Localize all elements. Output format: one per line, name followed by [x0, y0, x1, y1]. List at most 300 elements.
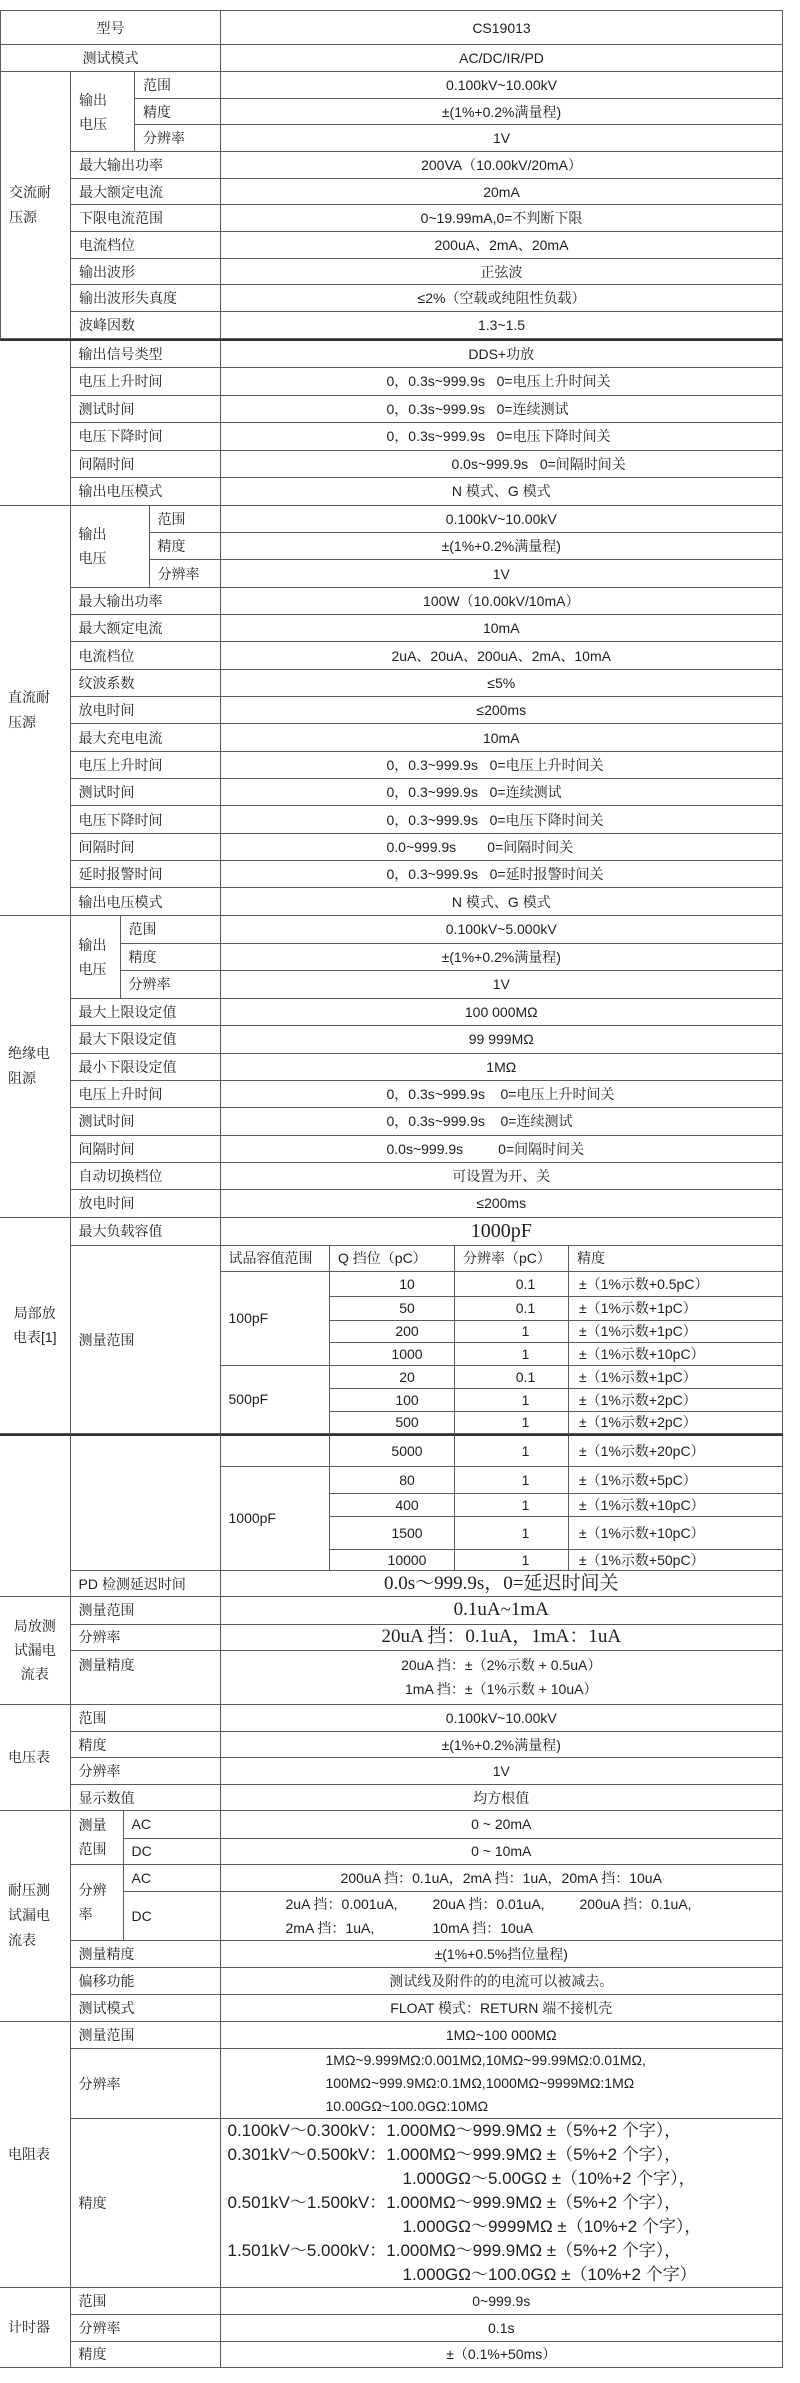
- resolution: 0.1: [455, 1271, 569, 1296]
- accuracy: ±（1%示数+2pC）: [569, 1411, 783, 1433]
- spec-label: 延时报警时间: [70, 861, 220, 888]
- table-row: [0, 1135, 783, 1162]
- resolution: 0.1: [455, 1365, 569, 1388]
- spec-value: 0，0.3~999.9s 0=电压下降时间关: [220, 806, 783, 834]
- spec-value: 0.0s~999.9s 0=间隔时间关: [220, 450, 783, 477]
- row-pd-range: [0, 1246, 783, 1434]
- table-row: [0, 1650, 783, 1704]
- spec-label: 分辨率: [135, 125, 221, 152]
- value-line: 0.100kV～0.300kV：1.000MΩ～999.9MΩ ±（5%+2 个字），: [227, 2121, 682, 2140]
- row-ir-range: [0, 916, 783, 943]
- q-range: 500: [330, 1411, 455, 1433]
- table-row: [0, 1189, 783, 1217]
- spec-value: 1.3~1.5: [221, 312, 783, 339]
- spec-value: 可设置为开、关: [220, 1162, 783, 1189]
- spec-block-timer: [0, 2288, 783, 2368]
- spec-label: 测试时间: [70, 395, 220, 422]
- spec-label: 最大输出功率: [70, 588, 220, 615]
- spec-value-multiline: [220, 2119, 783, 2288]
- spec-block-pd-leakage-meter: [0, 1597, 783, 1705]
- table-row: [0, 1811, 783, 1838]
- value-line: 1mA 挡：±（1%示数 + 10uA）: [405, 1681, 598, 1697]
- spec-label: 电压下降时间: [70, 422, 220, 450]
- spec-block-pd-meter: [0, 1218, 783, 1435]
- resolution: 1: [455, 1516, 569, 1549]
- spec-value: ±(1%+0.2%满量程): [221, 99, 783, 125]
- test-mode-value: AC/DC/IR/PD: [221, 45, 783, 72]
- hv-leakage-category: [0, 1811, 70, 2021]
- spec-value: 0 ~ 20mA: [220, 1811, 783, 1838]
- row-ac-range: [1, 72, 783, 99]
- table-row: [0, 1864, 783, 1891]
- spec-label: 输出波形: [71, 259, 221, 285]
- q-range: 80: [330, 1466, 455, 1493]
- ir-source-category: [0, 916, 70, 1217]
- spec-value: N 模式、G 模式: [220, 888, 783, 916]
- spec-value: FLOAT 模式：RETURN 端不接机壳: [220, 1994, 783, 2021]
- table-row: [0, 1705, 783, 1732]
- spec-label: 输出电压模式: [70, 888, 220, 916]
- spec-label: 偏移功能: [70, 1967, 220, 1994]
- resolution: 1: [455, 1388, 569, 1411]
- spec-value: ±(1%+0.2%满量程): [220, 1732, 783, 1758]
- spec-value: 1V: [220, 560, 783, 588]
- accuracy: ±（1%示数+1pC）: [569, 1296, 783, 1320]
- group-line: 范围: [78, 1841, 107, 1858]
- row-test-mode: [1, 45, 783, 72]
- accuracy: ±（1%示数+10pC）: [569, 1342, 783, 1365]
- spec-block-ohmmeter: [0, 2022, 783, 2289]
- row-model: [1, 11, 783, 45]
- table-row: [221, 1436, 783, 1466]
- column-header: Q 挡位（pC）: [330, 1246, 455, 1271]
- table-row: [1, 312, 783, 339]
- ac-source-category: [1, 72, 71, 339]
- q-range: 50: [330, 1296, 455, 1320]
- pd-leakage-category: [0, 1597, 70, 1704]
- blank-category-cell: [0, 340, 70, 505]
- category-line: 流表: [8, 1932, 36, 1949]
- table-row: [0, 1162, 783, 1189]
- table-row: [0, 861, 783, 888]
- test-mode-label: 测试模式: [1, 45, 221, 72]
- table-row: [0, 998, 783, 1025]
- spec-label: 间隔时间: [70, 450, 220, 477]
- spec-value: 均方根值: [220, 1785, 783, 1811]
- spec-label: 精度: [70, 2341, 220, 2367]
- accuracy: ±（1%示数+1pC）: [569, 1365, 783, 1388]
- spec-value: ≤2%（空载或纯阻性负载）: [221, 285, 783, 312]
- category-line: 局部放: [13, 1305, 56, 1322]
- spec-label: 最小下限设定值: [70, 1053, 220, 1080]
- table-row: [0, 1785, 783, 1811]
- column-header: 精度: [569, 1246, 783, 1271]
- table-row: [0, 588, 783, 615]
- spec-value: 1V: [220, 970, 783, 998]
- spec-label: 测量精度: [70, 1940, 220, 1967]
- group-line: 电压: [78, 960, 107, 977]
- spec-value: 0~999.9s: [220, 2288, 783, 2314]
- spec-value: N 模式、G 模式: [220, 477, 783, 505]
- spec-label: 电压下降时间: [70, 806, 220, 834]
- spec-label: 精度: [149, 533, 220, 560]
- spec-block-ac-source: [0, 10, 783, 339]
- value-line: 10.00GΩ~100.0GΩ:10MΩ: [325, 2098, 489, 2114]
- spec-label: 测量范围: [70, 2022, 220, 2049]
- table-row: [0, 615, 783, 642]
- ohmmeter-category: 电阻表: [0, 2022, 70, 2288]
- spec-label: 测试时间: [70, 779, 220, 806]
- table-row: [0, 779, 783, 806]
- spec-label: 电压上升时间: [70, 752, 220, 779]
- ir-output-voltage-group: [70, 916, 120, 998]
- timer-category: 计时器: [0, 2288, 70, 2367]
- category-line: 局放测: [13, 1618, 56, 1635]
- spec-block-ac-source-continued: [0, 339, 783, 506]
- spec-value: 1000pF: [220, 1218, 783, 1246]
- value-line: 100MΩ~999.9MΩ:0.1MΩ,1000MΩ~9999MΩ:1MΩ: [325, 2075, 635, 2091]
- spec-value: 2uA、20uA、200uA、2mA、10mA: [220, 642, 783, 670]
- spec-value: 200VA（10.00kV/20mA）: [221, 152, 783, 179]
- spec-label: 分辨率: [149, 560, 220, 588]
- spec-value-multiline: [220, 2049, 783, 2119]
- value-part: 10mA 挡：10uA: [432, 1919, 533, 1936]
- value-line: 0.501kV～1.500kV：1.000MΩ～999.9MΩ ±（5%+2 个字），: [227, 2193, 682, 2212]
- resolution: 1: [455, 1493, 569, 1516]
- spec-label: 输出信号类型: [70, 340, 220, 367]
- table-row: [221, 1365, 783, 1388]
- spec-label: 测量范围: [70, 1597, 220, 1624]
- spec-value: 10mA: [220, 724, 783, 752]
- pd-range-table: [221, 1246, 783, 1433]
- table-row: [1, 205, 783, 232]
- accuracy: ±（1%示数+10pC）: [569, 1493, 783, 1516]
- value-line: 1.000GΩ～5.00GΩ ±（10%+2 个字），: [402, 2169, 696, 2188]
- spec-value: 0.1uA~1mA: [220, 1597, 783, 1624]
- spec-value: ±(1%+0.5%挡位量程): [220, 1940, 783, 1967]
- voltmeter-category: 电压表: [0, 1705, 70, 1811]
- spec-value: 10mA: [220, 615, 783, 642]
- spec-label: 间隔时间: [70, 834, 220, 861]
- spec-block-hv-leakage-meter: [0, 1811, 783, 2022]
- q-range: 1500: [330, 1516, 455, 1549]
- spec-value: 0~19.99mA,0=不判断下限: [221, 205, 783, 232]
- spec-label: 分辨率: [70, 1758, 220, 1785]
- table-row: [0, 367, 783, 395]
- spec-label: 最大额定电流: [71, 179, 221, 205]
- group-line: 电压: [79, 115, 107, 132]
- spec-label: 最大充电电流: [70, 724, 220, 752]
- category-line: 试漏电: [8, 1907, 50, 1924]
- accuracy: ±（1%示数+50pC）: [569, 1549, 783, 1570]
- pd-range-table-holder: [220, 1435, 783, 1571]
- model-value: CS19013: [221, 11, 783, 45]
- spec-value: 0.100kV~5.000kV: [220, 916, 783, 943]
- spec-label: 放电时间: [70, 697, 220, 724]
- spec-block-ir-source: [0, 916, 783, 1218]
- spec-value: 测试线及附件的的电流可以被减去。: [220, 1967, 783, 1994]
- resolution: 1: [455, 1466, 569, 1493]
- hv-resolution-group: [70, 1864, 123, 1940]
- category-line: 直流耐: [8, 689, 50, 706]
- value-line: 1MΩ~9.999MΩ:0.001MΩ,10MΩ~99.99MΩ:0.01MΩ,: [325, 2052, 646, 2068]
- spec-value: 0，0.3s~999.9s 0=连续测试: [220, 1107, 783, 1135]
- table-row: [0, 1624, 783, 1650]
- value-line: [286, 1892, 783, 1916]
- spec-value: 0.0~999.9s 0=间隔时间关: [220, 834, 783, 861]
- spec-value: ≤200ms: [220, 1189, 783, 1217]
- group-line: 输出: [78, 526, 107, 543]
- spec-label: 显示数值: [70, 1785, 220, 1811]
- q-range: 200: [330, 1320, 455, 1342]
- ac-output-voltage-group: [71, 72, 135, 152]
- spec-sheet: [0, 10, 783, 2368]
- q-range: 10000: [330, 1549, 455, 1570]
- table-row: [1, 259, 783, 285]
- spec-label: 范围: [120, 916, 220, 943]
- spec-label: 精度: [120, 943, 220, 970]
- value-part: 200uA 挡：0.1uA,: [579, 1895, 692, 1912]
- spec-value: 正弦波: [221, 259, 783, 285]
- category-line: 阻源: [8, 1070, 36, 1087]
- resolution: 1: [455, 1342, 569, 1365]
- spec-value: 99 999MΩ: [220, 1025, 783, 1053]
- table-row: [0, 806, 783, 834]
- group-line: 率: [78, 1906, 93, 1922]
- spec-label: 最大负载容值: [70, 1218, 220, 1246]
- table-row: [221, 1271, 783, 1296]
- spec-value: 0，0.3s~999.9s 0=电压上升时间关: [220, 1080, 783, 1107]
- table-row: [221, 1466, 783, 1493]
- value-part: 2uA 挡：0.001uA,: [285, 1895, 398, 1912]
- spec-block-voltmeter: [0, 1705, 783, 1812]
- spec-label: DC: [123, 1838, 220, 1864]
- spec-label: 最大上限设定值: [70, 998, 220, 1025]
- table-row: [0, 1967, 783, 1994]
- table-row: [0, 1053, 783, 1080]
- q-range: 400: [330, 1493, 455, 1516]
- spec-label: 测量精度: [70, 1650, 220, 1704]
- spec-value: 0，0.3~999.9s 0=电压上升时间关: [220, 752, 783, 779]
- group-line: 测量: [78, 1817, 107, 1834]
- spec-label: 测量范围: [70, 1246, 220, 1434]
- table-row: [0, 1940, 783, 1967]
- spec-label: 电流档位: [71, 232, 221, 259]
- spec-value: 1MΩ: [220, 1053, 783, 1080]
- row-pd-max-load: [0, 1218, 783, 1246]
- table-row: [0, 1025, 783, 1053]
- spec-value: 0，0.3s~999.9s 0=电压下降时间关: [220, 422, 783, 450]
- spec-label: 精度: [135, 99, 221, 125]
- table-row: [0, 422, 783, 450]
- value-line: 1.501kV～5.000kV：1.000MΩ～999.9MΩ ±（5%+2 个字），: [227, 2241, 682, 2260]
- spec-value-multiline: [220, 1891, 783, 1940]
- category-line: 耐压测: [8, 1882, 50, 1899]
- accuracy: ±（1%示数+20pC）: [569, 1436, 783, 1466]
- table-row: [0, 2288, 783, 2314]
- spec-label: 范围: [149, 506, 220, 533]
- accuracy: ±（1%示数+5pC）: [569, 1466, 783, 1493]
- column-header: 试品容值范围: [221, 1246, 330, 1271]
- value-part: 2mA 挡：1uA,: [285, 1919, 375, 1936]
- resolution: 1: [455, 1436, 569, 1466]
- spec-label: 自动切换档位: [70, 1162, 220, 1189]
- row-dc-range: [0, 506, 783, 533]
- spec-label: 电压上升时间: [70, 367, 220, 395]
- table-row: [0, 1597, 783, 1624]
- spec-value: 0，0.3s~999.9s 0=电压上升时间关: [220, 367, 783, 395]
- q-range: 10: [330, 1271, 455, 1296]
- table-row: [0, 670, 783, 697]
- spec-label: 范围: [70, 2288, 220, 2314]
- spec-label: AC: [123, 1811, 220, 1838]
- pd-range-table-continued: [221, 1436, 783, 1570]
- spec-value: 1V: [220, 1758, 783, 1785]
- spec-label: AC: [123, 1864, 220, 1891]
- spec-value: 0.100kV~10.00kV: [220, 506, 783, 533]
- spec-block-pd-meter-continued: [0, 1434, 783, 1597]
- spec-label: 输出电压模式: [70, 477, 220, 505]
- table-row: [0, 450, 783, 477]
- table-row: [0, 395, 783, 422]
- spec-label: 范围: [70, 1705, 220, 1732]
- category-line: 试漏电: [13, 1642, 56, 1659]
- spec-label: 分辨率: [70, 2049, 220, 2119]
- model-label: 型号: [1, 11, 221, 45]
- pd-range-table-holder: [220, 1246, 783, 1434]
- spec-label: 分辨率: [120, 970, 220, 998]
- blank-capacitance-cell: [221, 1436, 330, 1466]
- spec-value: 0，0.3~999.9s 0=连续测试: [220, 779, 783, 806]
- q-range: 1000: [330, 1342, 455, 1365]
- spec-value: ≤5%: [220, 670, 783, 697]
- accuracy: ±（1%示数+10pC）: [569, 1516, 783, 1549]
- dc-output-voltage-group: [70, 506, 149, 588]
- table-row: [0, 642, 783, 670]
- spec-value: 200uA、2mA、20mA: [221, 232, 783, 259]
- spec-value: 20uA 挡：0.1uA，1mA：1uA: [220, 1624, 783, 1650]
- capacitance-range: 100pF: [221, 1271, 330, 1365]
- accuracy: ±（1%示数+0.5pC）: [569, 1271, 783, 1296]
- table-row: [0, 752, 783, 779]
- spec-value: 0.0s～999.9s，0=延迟时间关: [220, 1571, 783, 1597]
- spec-value: 0.1s: [220, 2314, 783, 2341]
- spec-label: 波峰因数: [71, 312, 221, 339]
- value-line: 1.000GΩ～100.0GΩ ±（10%+2 个字）: [402, 2265, 697, 2284]
- spec-label: 电压上升时间: [70, 1080, 220, 1107]
- capacitance-range: 500pF: [221, 1365, 330, 1433]
- category-line: 压源: [8, 714, 36, 731]
- blank-category-cell: [0, 1435, 70, 1597]
- spec-value: ±(1%+0.2%满量程): [220, 533, 783, 560]
- spec-value: 0.100kV~10.00kV: [220, 1705, 783, 1732]
- accuracy: ±（1%示数+2pC）: [569, 1388, 783, 1411]
- category-line: 交流耐: [9, 184, 51, 200]
- table-row: [0, 2049, 783, 2119]
- table-row: [0, 834, 783, 861]
- table-row: [0, 888, 783, 916]
- spec-value: DDS+功放: [220, 340, 783, 367]
- resolution: 1: [455, 1320, 569, 1342]
- table-row: [0, 2022, 783, 2049]
- spec-label: 精度: [70, 2119, 220, 2288]
- row-pd-range-continued: [0, 1435, 783, 1571]
- table-row: [1, 285, 783, 312]
- spec-value: 0，0.3s~999.9s 0=连续测试: [220, 395, 783, 422]
- spec-value: 100 000MΩ: [220, 998, 783, 1025]
- spec-label: 分辨率: [70, 2314, 220, 2341]
- table-row: [0, 477, 783, 505]
- accuracy: ±（1%示数+1pC）: [569, 1320, 783, 1342]
- value-line: 20uA 挡：±（2%示数 + 0.5uA）: [401, 1657, 602, 1673]
- column-header: 分辨率（pC）: [455, 1246, 569, 1271]
- table-row: [0, 724, 783, 752]
- value-line: 0.301kV～0.500kV：1.000MΩ～999.9MΩ ±（5%+2 个字），: [227, 2145, 682, 2164]
- table-row: [0, 1080, 783, 1107]
- value-part: 20uA 挡：0.01uA,: [432, 1895, 545, 1912]
- spec-value: 20mA: [221, 179, 783, 205]
- category-line: 流表: [20, 1666, 49, 1683]
- hv-range-group: [70, 1811, 123, 1864]
- table-row: [0, 2341, 783, 2367]
- table-row: [0, 1107, 783, 1135]
- spec-label: 测试时间: [70, 1107, 220, 1135]
- spec-value: ±（0.1%+50ms）: [220, 2341, 783, 2367]
- q-range: 5000: [330, 1436, 455, 1466]
- spec-value-multiline: [220, 1650, 783, 1704]
- q-range: 20: [330, 1365, 455, 1388]
- category-line: 压源: [9, 209, 37, 225]
- spec-block-dc-source: [0, 506, 783, 917]
- blank-label-cell: [70, 1435, 220, 1571]
- q-range: 100: [330, 1388, 455, 1411]
- spec-value: 0，0.3~999.9s 0=延时报警时间关: [220, 861, 783, 888]
- group-line: 输出: [78, 936, 107, 953]
- table-row: [1, 232, 783, 259]
- pd-meter-category: [0, 1218, 70, 1434]
- spec-label: 最大额定电流: [70, 615, 220, 642]
- table-row: [0, 697, 783, 724]
- table-row: [0, 2119, 783, 2288]
- spec-value: 0 ~ 10mA: [220, 1838, 783, 1864]
- spec-label: 纹波系数: [70, 670, 220, 697]
- pd-table-header: [221, 1246, 783, 1271]
- spec-label: 电流档位: [70, 642, 220, 670]
- spec-label: 测试模式: [70, 1994, 220, 2021]
- capacitance-range: 1000pF: [221, 1466, 330, 1570]
- spec-label: 分辨率: [70, 1624, 220, 1650]
- spec-label: 输出波形失真度: [71, 285, 221, 312]
- resolution: 0.1: [455, 1296, 569, 1320]
- category-line: 绝缘电: [8, 1045, 50, 1062]
- spec-value: 0.0s~999.9s 0=间隔时间关: [220, 1135, 783, 1162]
- table-row: [0, 1732, 783, 1758]
- spec-label: 最大下限设定值: [70, 1025, 220, 1053]
- spec-label: 放电时间: [70, 1189, 220, 1217]
- spec-label: 下限电流范围: [71, 205, 221, 232]
- spec-label: PD 检测延迟时间: [70, 1571, 220, 1597]
- table-row: [0, 340, 783, 367]
- spec-value: 100W（10.00kV/10mA）: [220, 588, 783, 615]
- table-row: [1, 152, 783, 179]
- spec-value: ±(1%+0.2%满量程): [220, 943, 783, 970]
- group-line: 电压: [78, 550, 107, 567]
- table-row: [0, 2314, 783, 2341]
- spec-value: 1V: [221, 125, 783, 152]
- value-line: 1.000GΩ～9999MΩ ±（10%+2 个字），: [402, 2217, 702, 2236]
- value-line: [286, 1916, 783, 1940]
- spec-value: ≤200ms: [220, 697, 783, 724]
